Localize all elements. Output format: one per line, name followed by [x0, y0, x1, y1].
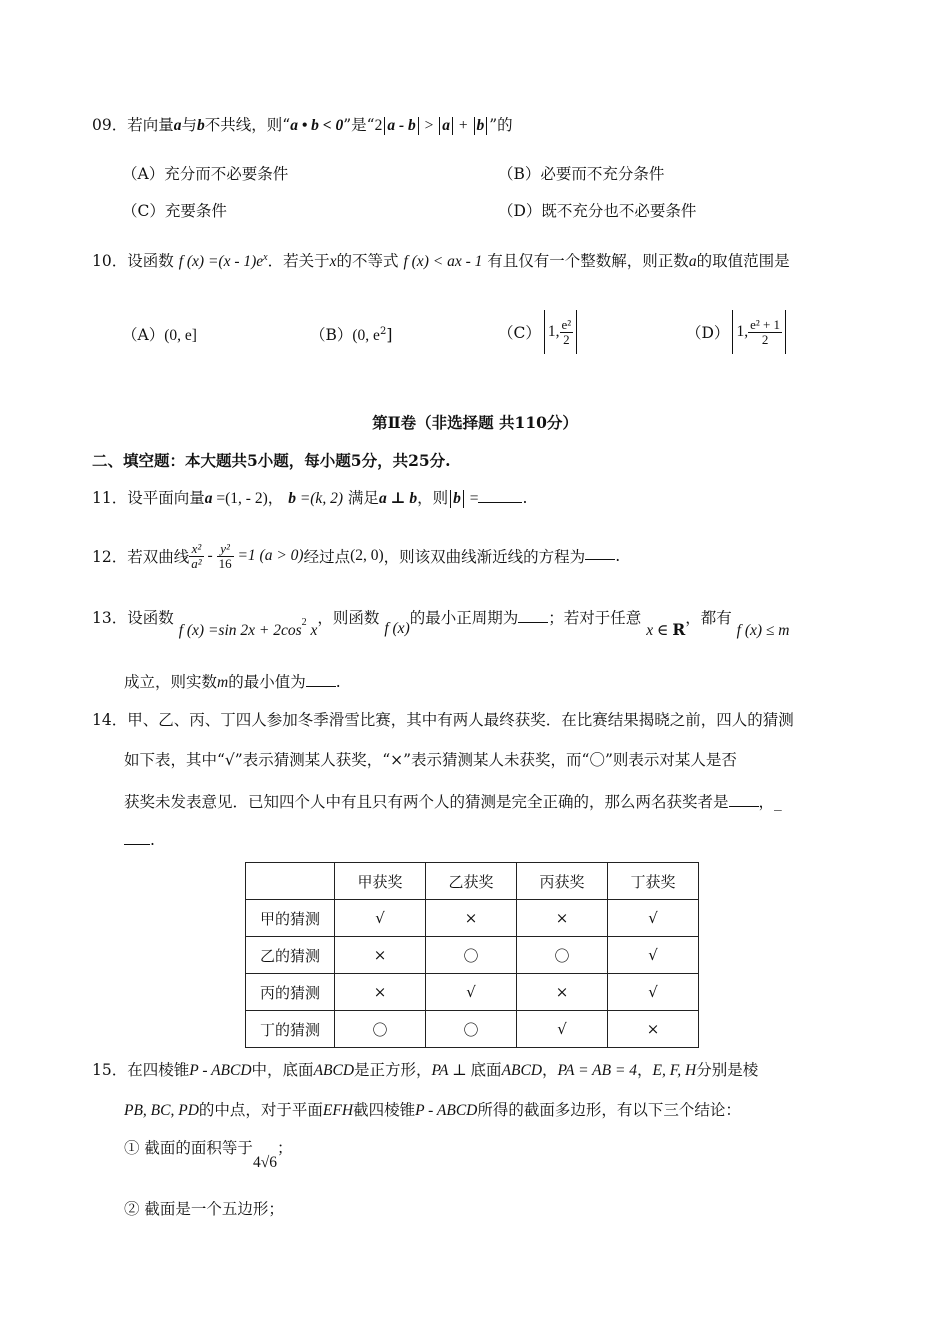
table-row — [246, 974, 699, 1011]
question-number: 15． — [92, 1061, 128, 1079]
table-cell: × — [335, 974, 426, 1011]
table-cell: × — [426, 900, 517, 937]
question-number: 14． — [92, 711, 128, 729]
answer-blank[interactable] — [518, 608, 548, 623]
q15-line2: PB, BC, PD的中点，对于平面EFH截四棱锥P - ABCD所得的截面多边形，有以下三个结论： — [124, 1101, 741, 1119]
table-row — [246, 937, 699, 974]
q10-option-c: （C） 1, $\frac{\text{e²}}{2}$ — [498, 310, 580, 354]
table-header-cell: 甲获奖 — [335, 863, 426, 900]
table-cell: 甲的猜测 — [246, 900, 335, 937]
question-number: 10． — [92, 252, 128, 270]
answer-blank[interactable] — [729, 792, 759, 807]
table-cell: 丁的猜测 — [246, 1011, 335, 1048]
q13-stem-line2: 成立，则实数m的最小值为 . — [124, 673, 341, 691]
part2-title: 第Ⅱ卷（非选择题 共110分） — [372, 413, 578, 432]
q09-stem: 09．若向量a与b不共线，则“a • b < 0”是“2 a - b > a + b ”的 — [92, 116, 513, 134]
table-cell: √ — [608, 900, 699, 937]
table-cell: √ — [517, 1011, 608, 1048]
table-cell: × — [608, 1011, 699, 1048]
q15-line1: 15．在四棱锥P - ABCD中，底面ABCD是正方形，PA ⊥ 底面ABCD，PA = AB = 4，E, F, H分别是棱 — [92, 1061, 759, 1079]
table-header-cell: 丙获奖 — [517, 863, 608, 900]
q10-option-b: （B）(0, $e^2$] — [310, 325, 393, 344]
table-cell: × — [335, 937, 426, 974]
q09-option-a: （A）充分而不必要条件 — [122, 165, 289, 183]
question-number: 09． — [92, 116, 128, 134]
question-number: 12． — [92, 548, 128, 567]
q09-option-b: （B）必要而不充分条件 — [498, 165, 665, 183]
q11-stem: 11．设平面向量a =(1, - 2)， b =(k, 2) 满足a ⊥ b，则 b = . — [92, 489, 528, 507]
table-cell: √ — [608, 937, 699, 974]
q10-stem: 10．设函数 f $(x) =(x - 1)e^x$．若关于x的不等式 f (x) < ax - 1 有且仅有一个整数解，则正数a的取值范围是 — [92, 251, 790, 270]
table-cell: √ — [335, 900, 426, 937]
q10-option-d: （D） 1, $\frac{\text{e² + 1}}{2}$ — [686, 310, 789, 354]
table-cell: 〇 — [426, 937, 517, 974]
table-cell: 〇 — [335, 1011, 426, 1048]
table-cell: 乙的猜测 — [246, 937, 335, 974]
answer-blank[interactable] — [306, 672, 336, 687]
table-row — [246, 900, 699, 937]
table-row — [246, 1011, 699, 1048]
section-heading: 二、填空题：本大题共5小题，每小题5分，共25分. — [92, 451, 451, 470]
table-cell: 〇 — [426, 1011, 517, 1048]
q14-line4: . — [124, 830, 155, 849]
table-header-cell — [246, 863, 335, 900]
table-cell: 丙的猜测 — [246, 974, 335, 1011]
q14-line1: 14．甲、乙、丙、丁四人参加冬季滑雪比赛，其中有两人最终获奖．在比赛结果揭晓之前，四人的猜测 — [92, 711, 794, 729]
table-cell: × — [517, 974, 608, 1011]
guess-table — [245, 862, 699, 1048]
table-cell: √ — [608, 974, 699, 1011]
table-header-cell: 丁获奖 — [608, 863, 699, 900]
q09-option-d: （D）既不充分也不必要条件 — [498, 202, 697, 220]
question-number: 13． — [92, 609, 128, 627]
question-number: 11． — [92, 489, 128, 507]
table-cell: × — [517, 900, 608, 937]
table-header-cell: 乙获奖 — [426, 863, 517, 900]
q14-line3: 获奖未发表意见．已知四个人中有且只有两个人的猜测是完全正确的，那么两名获奖者是 ，_ — [124, 793, 782, 811]
table-cell: √ — [426, 974, 517, 1011]
q09-option-c: （C）充要条件 — [122, 202, 227, 220]
q12-stem: 12．若双曲线 $\frac{\text{x²}}{\text{a²}}$ - $\frac{\text{y²}}{16}$ =1 (a > 0)经过点(2, 0)，则该双曲线渐近线的方程为 . — [92, 541, 621, 571]
table-header-row — [246, 863, 699, 900]
q15-conclusion-2: ② 截面是一个五边形； — [124, 1200, 284, 1218]
q10-option-a: （A）(0, e] — [122, 326, 197, 344]
q15-conclusion-1: ① 截面的面积等于4√6； — [124, 1139, 293, 1171]
q14-line2: 如下表，其中“√”表示猜测某人获奖，“×”表示猜测某人未获奖，而“〇”则表示对某人是否 — [124, 751, 737, 769]
table-cell: 〇 — [517, 937, 608, 974]
answer-blank[interactable] — [585, 545, 615, 560]
q13-stem: 13．设函数 f (x) =sin $2x + 2\cos^2$ x，则函数 f (x)的最小正周期为 ；若对于任意 x ∈ R，都有 f (x) ≤ m — [92, 609, 790, 639]
answer-blank[interactable] — [124, 830, 150, 845]
answer-blank[interactable] — [478, 488, 522, 503]
